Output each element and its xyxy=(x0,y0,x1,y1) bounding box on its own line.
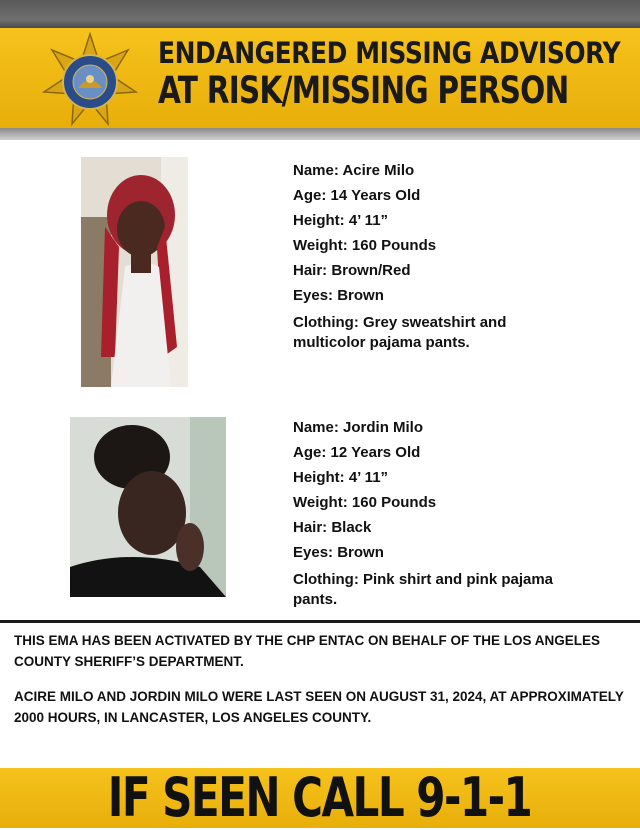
portrait-image xyxy=(70,417,226,597)
weight-field: Weight: 160 Pounds xyxy=(293,237,437,254)
height-field: Height: 4’ 11” xyxy=(293,469,389,486)
hair-field: Hair: Brown/Red xyxy=(293,262,411,279)
header-shadow xyxy=(0,128,640,140)
title-line-1: ENDANGERED MISSING ADVISORY xyxy=(158,36,621,70)
clothing-field: Clothing: Pink shirt and pink pajama pants. xyxy=(293,571,554,608)
age-field: Age: 14 Years Old xyxy=(293,187,421,204)
person-details-jordin xyxy=(293,420,583,610)
person-details-acire xyxy=(293,163,583,353)
call-911-text xyxy=(0,766,640,830)
advisory-title xyxy=(158,36,628,112)
eyes-field: Eyes: Brown xyxy=(293,544,384,561)
hair-field: Hair: Black xyxy=(293,519,372,536)
age-field: Age: 12 Years Old xyxy=(293,444,421,461)
weight-field: Weight: 160 Pounds xyxy=(293,494,437,511)
last-seen-notice: ACIRE MILO AND JORDIN MILO WERE LAST SEEN ON AUGUST 31, 2024, AT APPROXIMATELY 2000 HOURS, IN LANCASTER, LOS ANGELES COUNTY. xyxy=(14,689,624,725)
person-photo-acire xyxy=(81,157,188,387)
eyes-field: Eyes: Brown xyxy=(293,287,384,304)
section-divider xyxy=(0,620,640,623)
name-field: Name: Acire Milo xyxy=(293,162,415,179)
name-field: Name: Jordin Milo xyxy=(293,419,424,436)
title-line-2: AT RISK/MISSING PERSON xyxy=(158,69,569,112)
activation-notice: THIS EMA HAS BEEN ACTIVATED BY THE CHP ENTAC ON BEHALF OF THE LOS ANGELES COUNTY SHERIFF’S DEPARTMENT. xyxy=(14,633,601,669)
call-911-label: IF SEEN CALL 9-1-1 xyxy=(108,766,532,829)
height-field: Height: 4’ 11” xyxy=(293,212,389,229)
person-photo-jordin xyxy=(70,417,226,597)
chp-badge-icon xyxy=(42,32,138,128)
clothing-field: Clothing: Grey sweatshirt and multicolor pajama pants. xyxy=(293,314,507,351)
portrait-image xyxy=(81,157,188,387)
